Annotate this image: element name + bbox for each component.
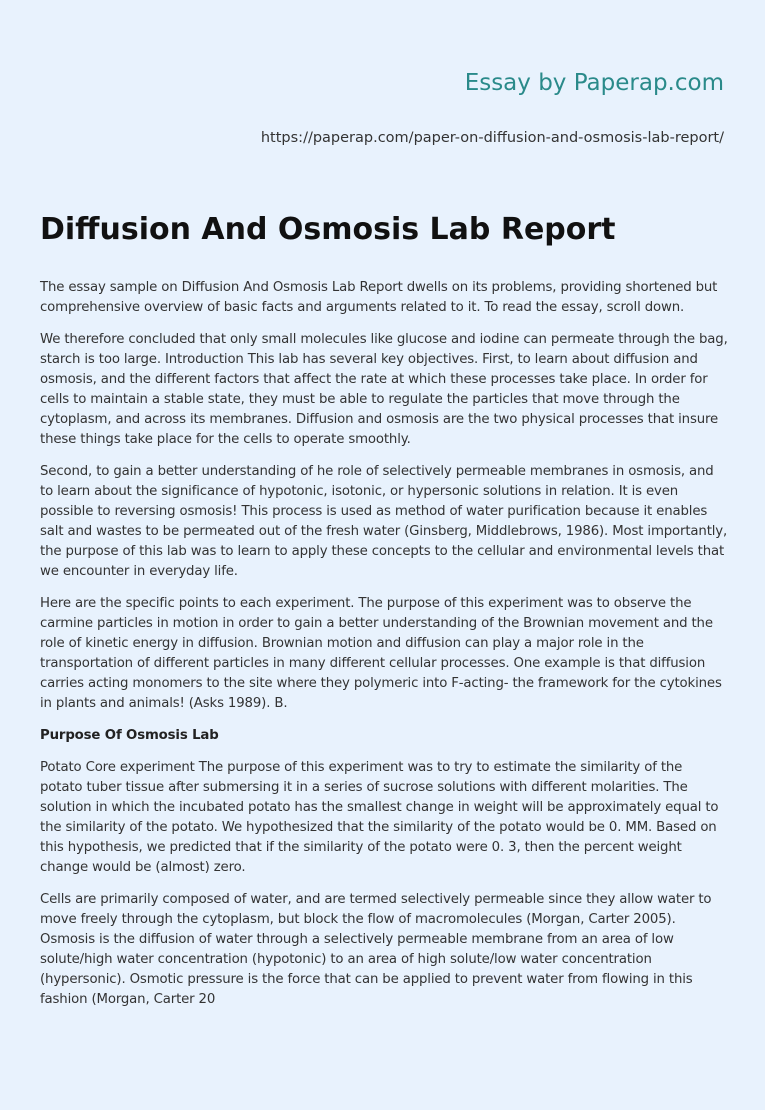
source-url[interactable]: https://paperap.com/paper-on-diffusion-and-osmosis-lab-report/: [260, 130, 724, 146]
body-paragraph: Potato Core experiment The purpose of this experiment was to try to estimate the similarity of the potato tuber tissue after submersing it in a series of sucrose solutions with different molarities. The solution in which the incubated potato has the smallest change in weight will be approximately equal to the similarity of the potato. We hypothesized that the similarity of the potato would be 0. MM. Based on this hypothesis, we predicted that if the similarity of the potato were 0. 3, then the percent weight change would be (almost) zero.: [40, 760, 719, 875]
essay-body: [40, 278, 728, 1022]
section-heading: Purpose Of Osmosis Lab: [40, 728, 219, 743]
page-title: Diffusion And Osmosis Lab Report: [40, 212, 616, 247]
body-paragraph: Here are the specific points to each experiment. The purpose of this experiment was to observe the carmine particles in motion in order to gain a better understanding of the Brownian movement and the role of kinetic energy in diffusion. Brownian motion and diffusion can play a major role in the transportation of different particles in many different cellular processes. One example is that diffusion carries acting monomers to the site where they polymeric into F-acting- the framework for the cytokines in plants and animals! (Asks 1989). B.: [40, 596, 722, 711]
site-brand[interactable]: Essay by Paperap.com: [464, 70, 724, 96]
body-paragraph: Cells are primarily composed of water, and are termed selectively permeable since they allow water to move freely through the cytoplasm, but block the flow of macromolecules (Morgan, Carter 2005). Osmosis is the diffusion of water through a selectively permeable membrane from an area of low solute/high water concentration (hypotonic) to an area of high solute/low water concentration (hypersonic). Osmotic pressure is the force that can be applied to prevent water from flowing in this fashion (Morgan, Carter 20: [40, 892, 712, 1007]
intro-paragraph: The essay sample on Diffusion And Osmosis Lab Report dwells on its problems, providing shortened but comprehensive overview of basic facts and arguments related to it. To read the essay, scroll down.: [40, 280, 718, 315]
body-paragraph: Second, to gain a better understanding of he role of selectively permeable membranes in osmosis, and to learn about the significance of hypotonic, isotonic, or hypersonic solutions in relation. It is even possible to reversing osmosis! This process is used as method of water purification because it enables salt and wastes to be permeated out of the fresh water (Ginsberg, Middlebrows, 1986). Most importantly, the purpose of this lab was to learn to apply these concepts to the cellular and environmental levels that we encounter in everyday life.: [40, 464, 728, 579]
body-paragraph: We therefore concluded that only small molecules like glucose and iodine can permeate through the bag, starch is too large. Introduction This lab has several key objectives. First, to learn about diffusion and osmosis, and the different factors that affect the rate at which these processes take place. In order for cells to maintain a stable state, they must be able to regulate the particles that move through the cytoplasm, and across its membranes. Diffusion and osmosis are the two physical processes that insure these things take place for the cells to operate smoothly.: [40, 332, 728, 447]
